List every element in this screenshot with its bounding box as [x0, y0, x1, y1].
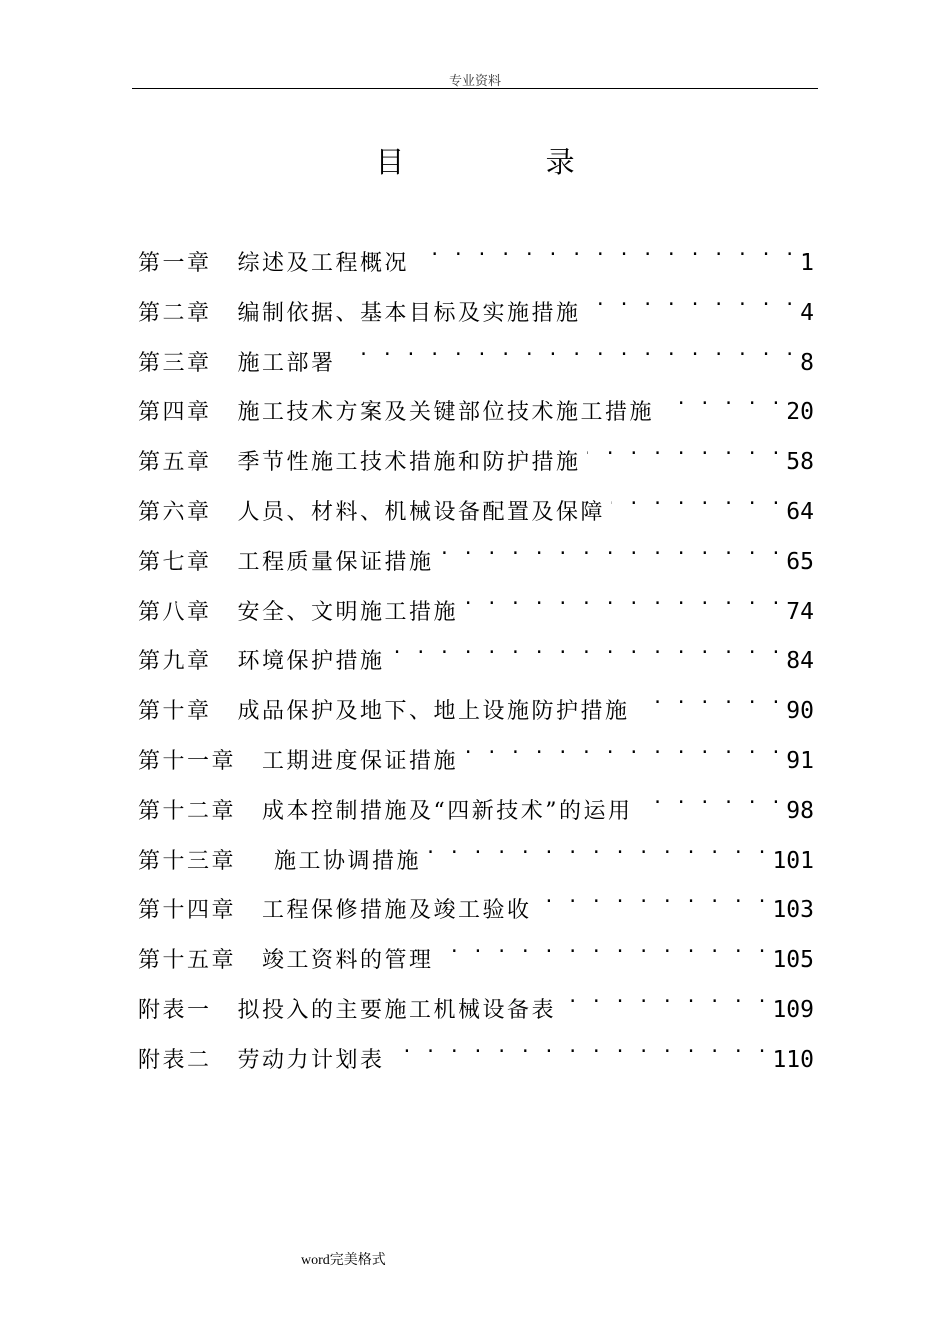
toc-entry[interactable] [138, 529, 814, 579]
toc-entry[interactable] [138, 778, 814, 828]
toc-page-number: 110 [772, 1046, 814, 1073]
toc-page-number: 74 [786, 598, 814, 625]
toc-dot-leader [464, 579, 782, 619]
toc-dot-leader [440, 927, 769, 967]
toc-dot-leader [636, 678, 783, 718]
table-of-contents [138, 230, 814, 1077]
toc-entry[interactable] [138, 379, 814, 429]
toc-label: 施工技术方案及关键部位技术施工措施 [237, 400, 655, 426]
toc-entry[interactable] [138, 330, 814, 380]
toc-label: 人员、材料、机械设备配置及保障 [237, 499, 606, 525]
toc-chapter: 附表一 [138, 997, 212, 1023]
toc-dot-leader [440, 529, 783, 569]
toc-chapter: 第三章 [138, 350, 212, 376]
toc-label: 成品保护及地下、地上设施防护措施 [237, 699, 630, 725]
toc-label: 施工部署 [237, 350, 336, 376]
toc-page-number: 91 [786, 747, 814, 774]
toc-page-number: 90 [786, 698, 814, 725]
toc-page-number: 98 [786, 797, 814, 824]
toc-entry[interactable] [138, 678, 814, 728]
toc-label: 编制依据、基本目标及实施措施 [237, 300, 581, 326]
toc-entry[interactable] [138, 579, 814, 629]
toc-label: 工程保修措施及竣工验收 [262, 898, 532, 924]
toc-chapter: 第九章 [138, 649, 212, 675]
page-footer: word完美格式 [301, 1253, 386, 1268]
toc-label: 拟投入的主要施工机械设备表 [237, 997, 557, 1023]
toc-entry[interactable] [138, 977, 814, 1027]
toc-chapter: 第六章 [138, 499, 212, 525]
toc-chapter: 第十五章 [138, 948, 237, 974]
toc-label: 环境保护措施 [237, 649, 385, 675]
toc-dot-leader [639, 778, 783, 818]
toc-page-number: 1 [800, 250, 814, 276]
toc-page-number: 109 [772, 996, 814, 1023]
toc-dot-leader [342, 330, 797, 370]
toc-entry[interactable] [138, 280, 814, 330]
toc-entry[interactable] [138, 877, 814, 927]
toc-label: 工期进度保证措施 [262, 748, 459, 774]
toc-entry[interactable] [138, 728, 814, 778]
toc-chapter: 第五章 [138, 450, 212, 476]
toc-entry[interactable] [138, 1027, 814, 1077]
toc-entry[interactable] [138, 230, 814, 280]
toc-page-number: 8 [800, 349, 814, 376]
toc-label: 安全、文明施工措施 [237, 599, 459, 625]
toc-label: 综述及工程概况 [237, 251, 410, 276]
toc-page-number: 84 [786, 648, 814, 675]
toc-page-number: 20 [786, 399, 814, 426]
toc-dot-leader [415, 230, 796, 270]
toc-chapter: 第四章 [138, 400, 212, 426]
toc-dot-leader [587, 280, 797, 320]
toc-dot-leader [391, 628, 783, 668]
toc-dot-leader [464, 728, 782, 768]
toc-entry[interactable] [138, 628, 814, 678]
toc-label: 劳动力计划表 [237, 1047, 385, 1073]
toc-dot-leader [427, 828, 768, 868]
toc-entry[interactable] [138, 429, 814, 479]
toc-chapter: 第十一章 [138, 748, 237, 774]
toc-chapter: 第十二章 [138, 798, 237, 824]
toc-page-number: 103 [772, 897, 814, 924]
toc-chapter: 附表二 [138, 1047, 212, 1073]
toc-entry[interactable] [138, 828, 814, 878]
toc-chapter: 第二章 [138, 300, 212, 326]
toc-label: 季节性施工技术措施和防护措施 [237, 450, 581, 476]
toc-dot-leader [611, 479, 782, 519]
toc-label: 施工协调措施 [274, 848, 422, 874]
toc-dot-leader [587, 429, 783, 469]
toc-label: 竣工资料的管理 [262, 948, 434, 974]
header-rule [132, 88, 818, 89]
toc-chapter: 第一章 [138, 251, 212, 276]
toc-page-number: 65 [786, 548, 814, 575]
toc-label: 工程质量保证措施 [237, 549, 434, 575]
toc-page-number: 101 [772, 847, 814, 874]
toc-label: 成本控制措施及“四新技术”的运用 [262, 798, 633, 824]
toc-dot-leader [562, 977, 768, 1017]
toc-chapter: 第八章 [138, 599, 212, 625]
toc-page-number: 4 [800, 299, 814, 326]
toc-dot-leader [391, 1027, 769, 1067]
toc-page-number: 58 [786, 449, 814, 476]
toc-page-number: 64 [786, 498, 814, 525]
toc-title: 目 录 [375, 145, 641, 179]
toc-chapter: 第七章 [138, 549, 212, 575]
toc-dot-leader [538, 877, 769, 917]
toc-page-number: 105 [772, 947, 814, 974]
page-header: 专业资料 [448, 74, 501, 89]
toc-chapter: 第十四章 [138, 898, 237, 924]
toc-dot-leader [660, 379, 782, 419]
toc-chapter: 第十三章 [138, 848, 237, 874]
toc-entry[interactable] [138, 927, 814, 977]
toc-entry[interactable] [138, 479, 814, 529]
toc-chapter: 第十章 [138, 699, 212, 725]
